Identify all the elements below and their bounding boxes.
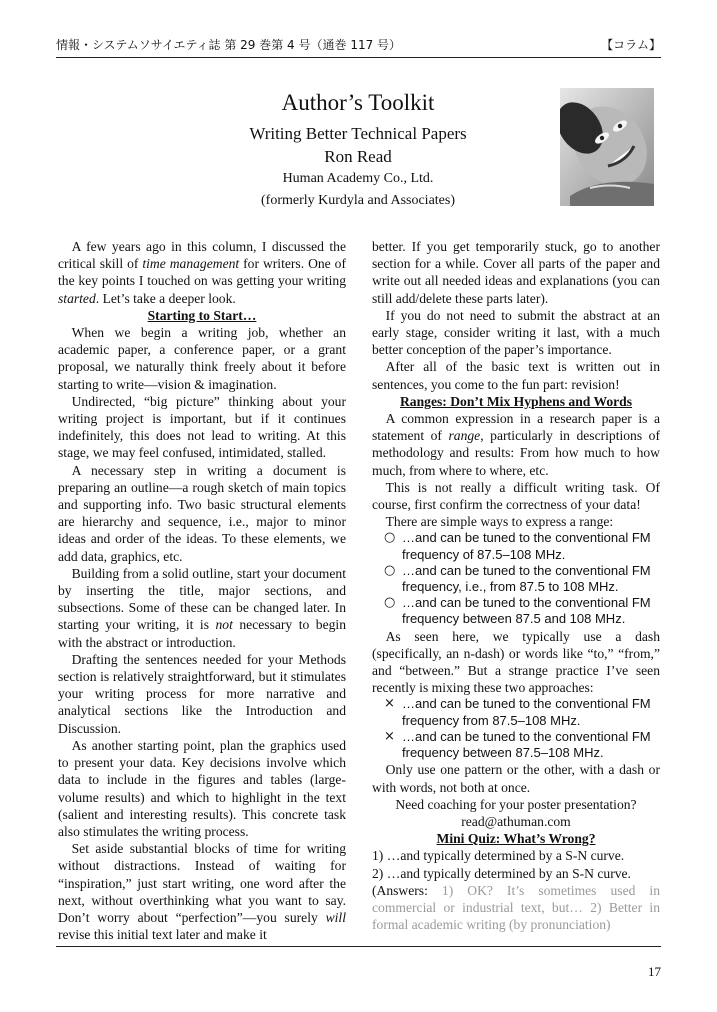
author-former-affiliation: (formerly Kurdyla and Associates)	[261, 193, 455, 208]
article-subtitle: Writing Better Technical Papers	[249, 124, 467, 143]
author-affiliation: Human Academy Co., Ltd.	[282, 171, 434, 186]
column-label: 【コラム】	[601, 38, 661, 52]
right-column	[372, 238, 660, 933]
cross-icon: ×	[384, 728, 395, 744]
paragraph: A necessary step in writing a document is preparing an outline—a rough sketch of main topics and supporting info. Two basic structural elements are hierarchy and sequence, i.e., major to minor ideas and order of the ideas. To these elements, we add data, graphics, etc.	[58, 462, 346, 564]
paragraph: After all of the basic text is written out in sentences, you come to the fun part: revision!	[372, 359, 660, 392]
cross-icon: ×	[384, 696, 395, 712]
header-rule	[56, 57, 661, 58]
paragraph: There are simple ways to express a range:	[385, 514, 614, 530]
author-name: Ron Read	[324, 147, 392, 166]
paragraph: Only use one pattern or the other, with a dash or with words, not both at once.	[372, 762, 660, 795]
paragraph: Undirected, “big picture” thinking about your writing project is important, but if it continues indefinitely, this does not lead to writing. At this stage, we may feel confused, intimidated, stalled.	[58, 393, 346, 461]
paragraph: A common expression in a research paper is a statement of range, particularly in descriptions of methodology and results: From how much to how much, from where to where, etc.	[372, 411, 661, 478]
bad-examples-list	[372, 696, 660, 761]
paragraph: A few years ago in this column, I discussed the critical skill of time management for writers. One of the key points I touched on was getting your writing started. Let’s take a deeper look.	[58, 239, 346, 306]
quiz-answers: (Answers: 1) OK? It’s sometimes used in commercial or industrial text, but… 2) Better in formal academic writing (by pronunciation)	[372, 882, 660, 933]
title-block	[200, 88, 516, 212]
running-header	[56, 36, 661, 54]
coaching-note: Need coaching for your poster presentation?	[395, 796, 637, 812]
journal-citation: 情報・システムソサイエティ誌 第 29 巻第 4 号（通巻 117 号）	[56, 38, 402, 52]
page-number: 17	[648, 964, 661, 979]
list-item: × …and can be tuned to the conventional FM frequency between 87.5–108 MHz.	[384, 728, 651, 761]
contact-email[interactable]: read@athuman.com	[461, 813, 571, 829]
paragraph: If you do not need to submit the abstract at an early stage, consider writing it last, with a much better conception of the paper’s importance.	[372, 307, 660, 358]
quiz-question: 1) …and typically determined by a S-N curve.	[372, 848, 625, 864]
circle-icon: ○	[384, 562, 396, 578]
paragraph: Set aside substantial blocks of time for writing without distractions. Instead of waiting for “inspiration,” just start writing, one word after the next, without overthinking what you want to say. Don’t worry about “perfection”—you surely will revise this initial text later and make it	[58, 841, 346, 943]
circle-icon: ○	[384, 530, 396, 546]
paragraph: As another starting point, plan the graphics used to present your data. Key decisions involve which data to include in the figures and tables (large-volume results) and which to highlight in the text (salient and interesting results). This concrete task also stimulates the writing process.	[58, 737, 346, 839]
paragraph: Building from a solid outline, start your document by inserting the title, major sections, and subsections. Some of these can be changed later. In starting your writing, it is not necessary to begin with the abstract or introduction.	[58, 565, 346, 650]
list-item: × …and can be tuned to the conventional FM frequency from 87.5–108 MHz.	[384, 696, 651, 728]
list-item: ○ …and can be tuned to the conventional FM frequency between 87.5 and 108 MHz.	[384, 595, 651, 627]
left-column	[58, 238, 346, 943]
section-heading-starting: Starting to Start…	[147, 307, 257, 323]
list-item: ○ …and can be tuned to the conventional FM frequency of 87.5–108 MHz.	[384, 530, 651, 562]
section-heading-ranges: Ranges: Don’t Mix Hyphens and Words	[399, 393, 633, 409]
paragraph: As seen here, we typically use a dash (specifically, an n-dash) or words like “to,” “from,” and “between.” But a strange practice I’ve seen recently is mixing these two approaches:	[372, 628, 660, 696]
paragraph: When we begin a writing job, whether an academic paper, a conference paper, or a grant proposal, we naturally think freely about it before starting to write—vision & imagination.	[58, 325, 346, 392]
quiz-question: 2) …and typically determined by an S-N curve.	[372, 865, 631, 881]
paragraph: This is not really a difficult writing task. Of course, first confirm the correctness of your data!	[372, 479, 660, 513]
paragraph: Drafting the sentences needed for your Methods section is relatively straightforward, but it stimulates your writing process for more narrative and analytical sections like the Introduction and Discussion.	[58, 651, 346, 736]
list-item: ○ …and can be tuned to the conventional FM frequency, i.e., from 87.5 to 108 MHz.	[384, 562, 651, 595]
section-heading-quiz: Mini Quiz: What’s Wrong?	[436, 831, 596, 847]
paragraph: better. If you get temporarily stuck, go to another section for a while. Cover all parts of the paper and write out all needed ideas and explanations (you can still add/delete these parts later).	[372, 239, 660, 306]
footer-rule	[56, 946, 661, 947]
author-photo	[560, 88, 654, 206]
good-examples-list	[372, 530, 660, 627]
circle-icon: ○	[384, 595, 396, 611]
article-title: Author’s Toolkit	[281, 90, 435, 115]
